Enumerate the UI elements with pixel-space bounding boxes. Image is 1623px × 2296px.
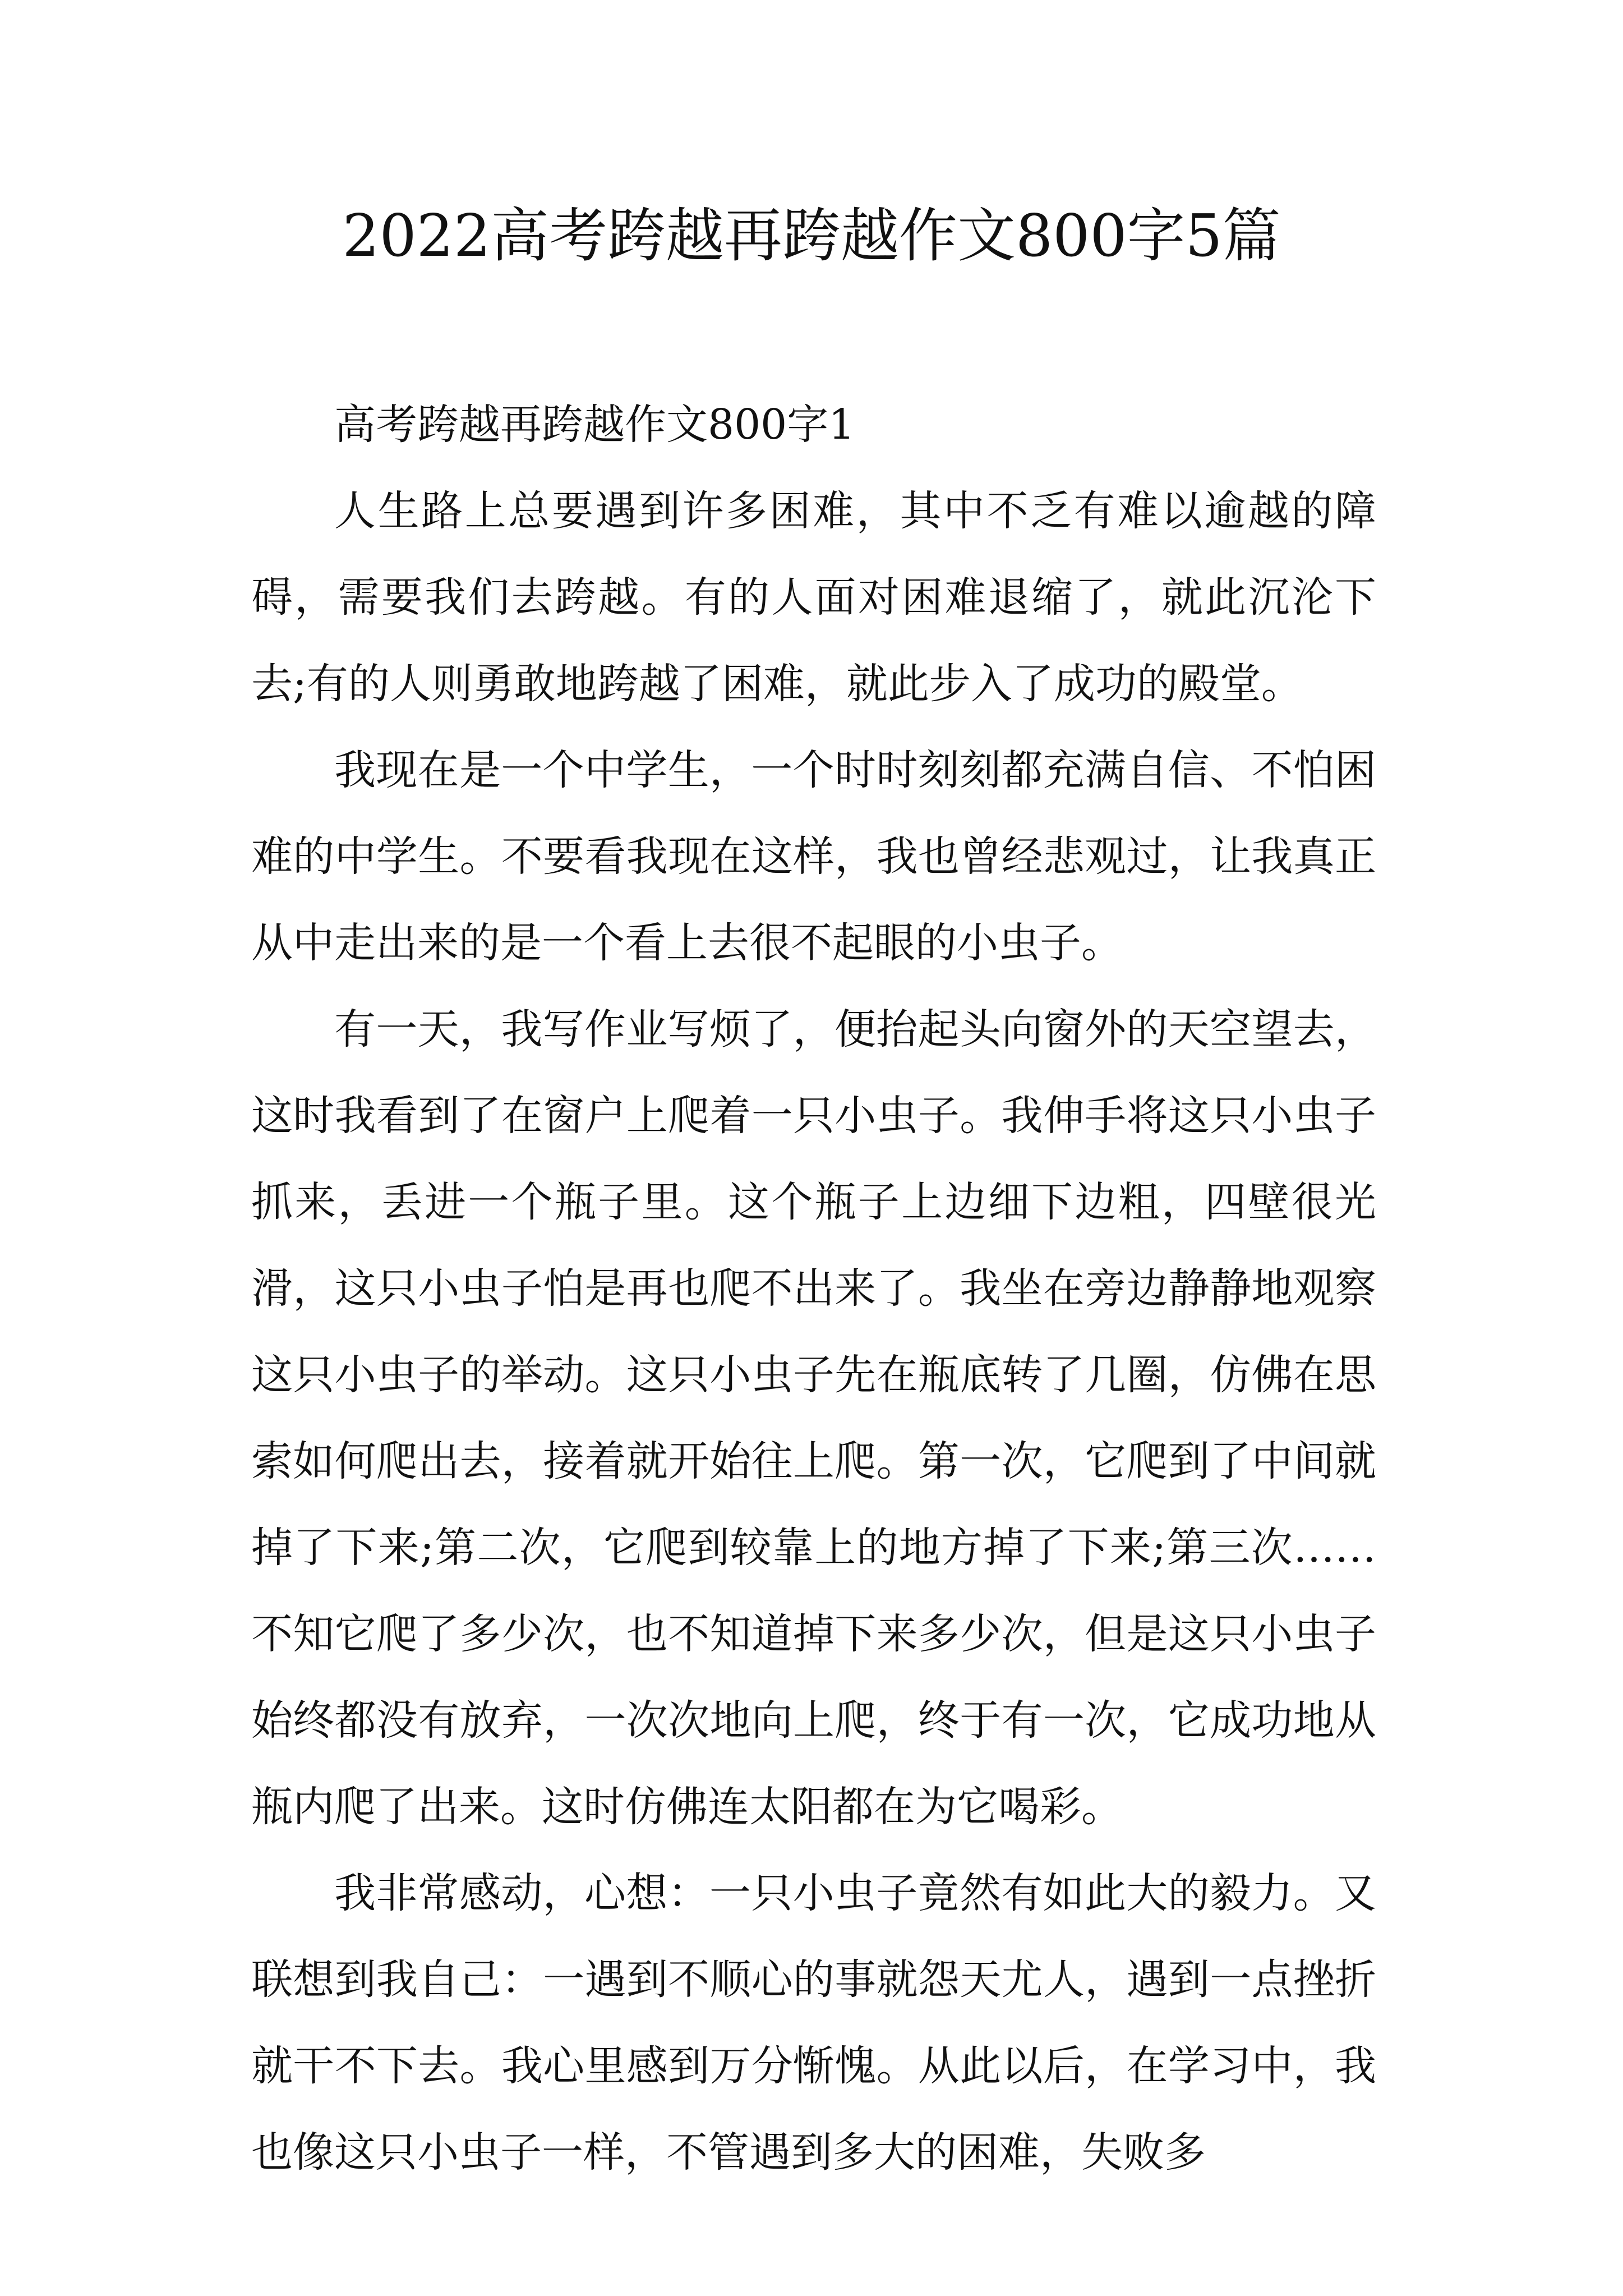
paragraph: 人生路上总要遇到许多困难，其中不乏有难以逾越的障碍，需要我们去跨越。有的人面对困难退缩了，就此沉沦下去;有的人则勇敢地跨越了困难，就此步入了成功的殿堂。 (251, 487, 1376, 708)
paragraph: 有一天，我写作业写烦了，便抬起头向窗外的天空望去，这时我看到了在窗户上爬着一只小虫子。我伸手将这只小虫子抓来，丢进一个瓶子里。这个瓶子上边细下边粗，四壁很光滑，这只小虫子怕是再也爬不出来了。我坐在旁边静静地观察这只小虫子的举动。这只小虫子先在瓶底转了几圈，仿佛在思索如何爬出去，接着就开始往上爬。第一次，它爬到了中间就掉了下来;第二次，它爬到较靠上的地方掉了下来;第三次……不知它爬了多少次，也不知道掉下来多少次，但是这只小虫子始终都没有放弃，一次次地向上爬，终于有一次，它成功地从瓶内爬了出来。这时仿佛连太阳都在为它喝彩。 (251, 1005, 1376, 1831)
document-title: 2022高考跨越再跨越作文800字5篇 (342, 201, 1281, 270)
document-body (251, 381, 1376, 2196)
paragraph: 我现在是一个中学生，一个时时刻刻都充满自信、不怕困难的中学生。不要看我现在这样，我也曾经悲观过，让我真正从中走出来的是一个看上去很不起眼的小虫子。 (251, 746, 1376, 967)
paragraph: 我非常感动，心想：一只小虫子竟然有如此大的毅力。又联想到我自己：一遇到不顺心的事就怨天尤人，遇到一点挫折就干不下去。我心里感到万分惭愧。从此以后，在学习中，我也像这只小虫子一样，不管遇到多大的困难，失败多 (251, 1869, 1376, 2177)
section-heading: 高考跨越再跨越作文800字1 (334, 401, 855, 449)
